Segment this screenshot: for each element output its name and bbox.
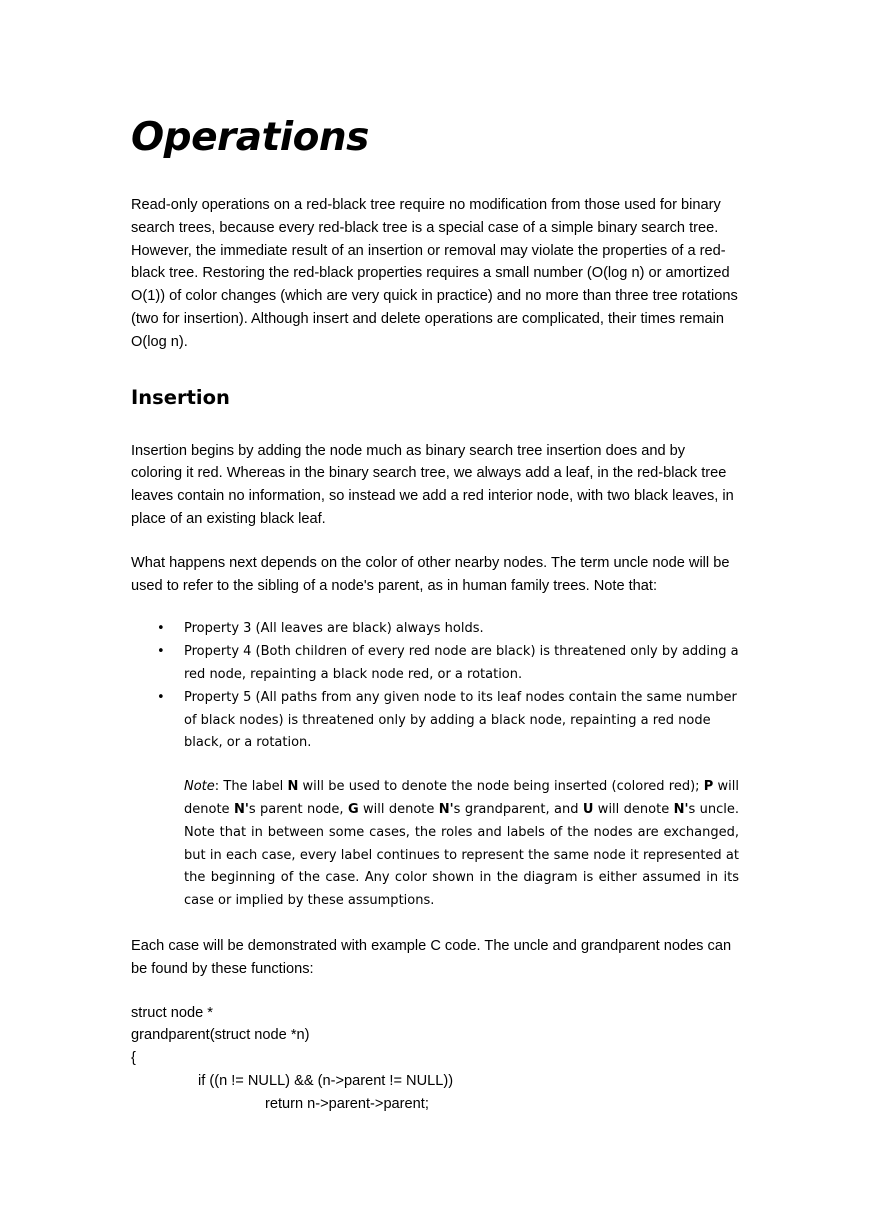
property-4-text: Property 4 (Both children of every red node are black) is threatened only by adding a red node, repainting a black node red, or a rotation.: [184, 644, 739, 682]
note-paragraph: [184, 776, 739, 913]
node-label-n: N: [287, 779, 299, 795]
code-line: return n->parent->parent;: [265, 1095, 429, 1112]
list-item: [157, 618, 739, 641]
bullet-icon: •: [157, 689, 165, 705]
note-text: s grandparent, and: [453, 801, 583, 817]
note-text: will denote: [184, 779, 739, 817]
bullet-icon: •: [157, 644, 165, 660]
page-title: Operations: [131, 115, 369, 160]
node-label-p: P: [703, 779, 714, 795]
node-label-n: N': [438, 801, 454, 817]
intro-paragraph: Read-only operations on a red-black tree require no modification from those used for binary search trees, because every red-black tree is a special case of a simple binary search tree. However, the immediate result of an insertion or removal may violate the properties of a red-black tree. Restoring the red-black properties requires a small number (O(log n) or amortized O(1)) of color changes (which are very quick in practice) and no more than three tree rotations (two for insertion). Although insert and delete operations are complicated, their times remain O(log n).: [131, 197, 738, 350]
code-line: if ((n != NULL) && (n->parent != NULL)): [198, 1072, 454, 1089]
list-item: [157, 641, 739, 687]
insertion-paragraph-1: Insertion begins by adding the node much as binary search tree insertion does and by coloring it red. Whereas in the binary search tree, we always add a leaf, in the red-black tree leaves contain no information, so instead we add a red interior node, with two black leaves, in place of an existing black leaf.: [131, 442, 734, 527]
code-line: struct node *: [131, 1004, 213, 1021]
note-text: s parent node,: [248, 801, 348, 817]
code-block: [131, 1002, 739, 1116]
property-3-text: Property 3 (All leaves are black) always holds.: [184, 621, 484, 637]
node-label-u: U: [582, 801, 594, 817]
note-label: Note: [184, 779, 215, 795]
code-line: grandparent(struct node *n): [131, 1027, 310, 1044]
note-text: will denote: [358, 801, 439, 817]
code-line: {: [131, 1050, 136, 1067]
note-text: will denote: [593, 801, 674, 817]
bullet-icon: •: [157, 621, 165, 637]
note-text: s uncle. Note that in between some cases, the roles and labels of the nodes are exchanged, but in each case, every label continues to represent the same node it represented at the beginning of the case. Any color shown in the diagram is either assumed in its case or implied by these assumptions.: [184, 801, 739, 909]
property-5-text: Property 5 (All paths from any given node to its leaf nodes contain the same number of black nodes) is threatened only by adding a black node, repainting a red node black, or a rotation.: [184, 689, 737, 751]
case-paragraph: Each case will be demonstrated with example C code. The uncle and grandparent nodes can be found by these functions:: [131, 937, 732, 977]
node-label-n: N': [233, 801, 249, 817]
node-label-n: N': [673, 801, 689, 817]
properties-list: [131, 618, 739, 755]
note-text: will be used to denote the node being inserted (colored red);: [298, 779, 704, 795]
insertion-heading: Insertion: [131, 385, 230, 409]
insertion-paragraph-2: What happens next depends on the color of other nearby nodes. The term uncle node will be used to refer to the sibling of a node's parent, as in human family trees. Note that:: [131, 554, 730, 594]
document-page: [131, 108, 739, 1116]
list-item: [157, 687, 739, 755]
node-label-g: G: [347, 801, 359, 817]
note-text: : The label: [214, 779, 288, 795]
